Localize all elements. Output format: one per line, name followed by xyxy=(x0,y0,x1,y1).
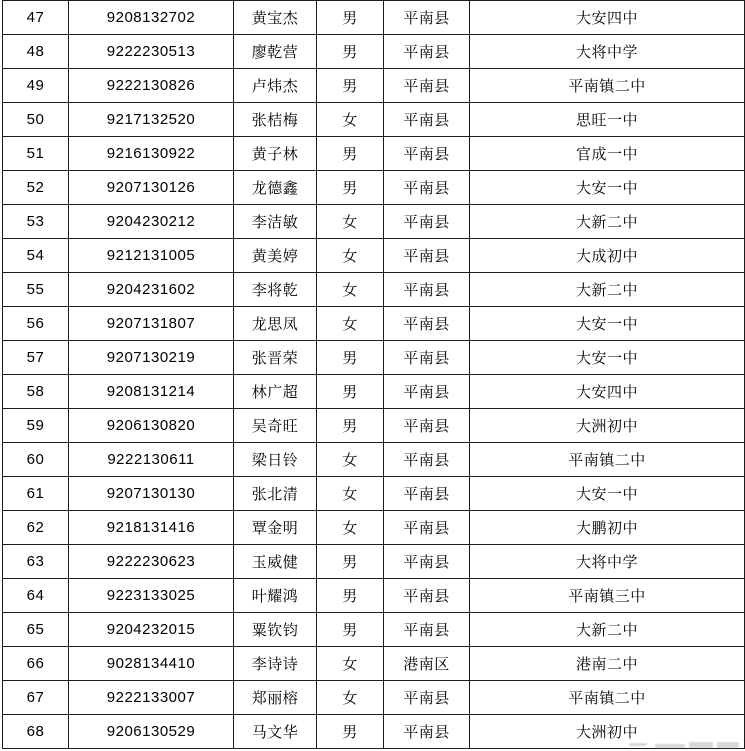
cell-row-number: 56 xyxy=(3,307,69,341)
cell-student-name: 卢炜杰 xyxy=(234,69,317,103)
cell-gender: 男 xyxy=(317,715,384,749)
cell-gender: 男 xyxy=(317,375,384,409)
cell-exam-number: 9222230513 xyxy=(69,35,234,69)
cell-exam-number: 9223133025 xyxy=(69,579,234,613)
cell-school: 平南镇二中 xyxy=(470,681,745,715)
cell-exam-number: 9216130922 xyxy=(69,137,234,171)
cell-exam-number: 9222230623 xyxy=(69,545,234,579)
table-row xyxy=(3,477,745,511)
cell-gender: 女 xyxy=(317,511,384,545)
cell-school: 大将中学 xyxy=(470,35,745,69)
table-row xyxy=(3,409,745,443)
cell-county: 平南县 xyxy=(384,103,470,137)
cell-county: 平南县 xyxy=(384,137,470,171)
student-roster-table-wrap xyxy=(2,0,744,749)
cell-school: 大洲初中 xyxy=(470,715,745,749)
cell-gender: 女 xyxy=(317,647,384,681)
cell-county: 平南县 xyxy=(384,511,470,545)
cell-county: 平南县 xyxy=(384,341,470,375)
cell-student-name: 李诗诗 xyxy=(234,647,317,681)
cell-student-name: 黄宝杰 xyxy=(234,1,317,35)
cell-student-name: 张晋荣 xyxy=(234,341,317,375)
cell-school: 平南镇三中 xyxy=(470,579,745,613)
cell-county: 平南县 xyxy=(384,171,470,205)
cell-row-number: 50 xyxy=(3,103,69,137)
table-row xyxy=(3,341,745,375)
cell-exam-number: 9204230212 xyxy=(69,205,234,239)
cell-row-number: 48 xyxy=(3,35,69,69)
cell-gender: 男 xyxy=(317,69,384,103)
cell-gender: 女 xyxy=(317,477,384,511)
table-row xyxy=(3,375,745,409)
cell-student-name: 李洁敏 xyxy=(234,205,317,239)
cell-school: 大将中学 xyxy=(470,545,745,579)
cell-county: 港南区 xyxy=(384,647,470,681)
cell-county: 平南县 xyxy=(384,205,470,239)
cell-row-number: 61 xyxy=(3,477,69,511)
cell-exam-number: 9206130529 xyxy=(69,715,234,749)
cell-row-number: 47 xyxy=(3,1,69,35)
cell-county: 平南县 xyxy=(384,239,470,273)
student-roster-table xyxy=(2,0,745,749)
cell-exam-number: 9208131214 xyxy=(69,375,234,409)
cell-student-name: 李将乾 xyxy=(234,273,317,307)
cell-row-number: 58 xyxy=(3,375,69,409)
cell-gender: 女 xyxy=(317,443,384,477)
cell-school: 大安一中 xyxy=(470,477,745,511)
table-row xyxy=(3,103,745,137)
cell-student-name: 龙思凤 xyxy=(234,307,317,341)
cell-school: 大鹏初中 xyxy=(470,511,745,545)
table-row xyxy=(3,1,745,35)
table-row xyxy=(3,137,745,171)
cell-row-number: 64 xyxy=(3,579,69,613)
cell-school: 平南镇二中 xyxy=(470,443,745,477)
cell-county: 平南县 xyxy=(384,715,470,749)
cell-gender: 女 xyxy=(317,103,384,137)
table-row xyxy=(3,579,745,613)
cell-school: 大安四中 xyxy=(470,375,745,409)
table-row xyxy=(3,239,745,273)
cell-gender: 女 xyxy=(317,681,384,715)
cell-student-name: 黄美婷 xyxy=(234,239,317,273)
table-row xyxy=(3,613,745,647)
cell-student-name: 马文华 xyxy=(234,715,317,749)
cell-student-name: 粟钦钧 xyxy=(234,613,317,647)
cell-exam-number: 9218131416 xyxy=(69,511,234,545)
cell-gender: 男 xyxy=(317,1,384,35)
cell-row-number: 63 xyxy=(3,545,69,579)
cell-student-name: 龙德鑫 xyxy=(234,171,317,205)
cell-row-number: 68 xyxy=(3,715,69,749)
cell-student-name: 吴奇旺 xyxy=(234,409,317,443)
cell-exam-number: 9206130820 xyxy=(69,409,234,443)
cell-row-number: 49 xyxy=(3,69,69,103)
cell-school: 港南二中 xyxy=(470,647,745,681)
table-row xyxy=(3,307,745,341)
cell-row-number: 65 xyxy=(3,613,69,647)
table-row xyxy=(3,273,745,307)
table-row xyxy=(3,205,745,239)
cell-school: 官成一中 xyxy=(470,137,745,171)
cell-exam-number: 9217132520 xyxy=(69,103,234,137)
cell-school: 大安四中 xyxy=(470,1,745,35)
cell-county: 平南县 xyxy=(384,545,470,579)
cell-gender: 男 xyxy=(317,137,384,171)
cell-gender: 男 xyxy=(317,409,384,443)
cell-row-number: 57 xyxy=(3,341,69,375)
cell-student-name: 林广超 xyxy=(234,375,317,409)
table-row xyxy=(3,35,745,69)
cell-exam-number: 9222130826 xyxy=(69,69,234,103)
table-row xyxy=(3,681,745,715)
cell-exam-number: 9207130126 xyxy=(69,171,234,205)
cell-school: 平南镇二中 xyxy=(470,69,745,103)
cell-gender: 女 xyxy=(317,205,384,239)
cell-gender: 男 xyxy=(317,545,384,579)
cell-student-name: 郑丽榕 xyxy=(234,681,317,715)
cell-row-number: 60 xyxy=(3,443,69,477)
cell-county: 平南县 xyxy=(384,409,470,443)
table-row xyxy=(3,511,745,545)
cell-county: 平南县 xyxy=(384,681,470,715)
cell-exam-number: 9222133007 xyxy=(69,681,234,715)
cell-gender: 男 xyxy=(317,613,384,647)
cell-row-number: 51 xyxy=(3,137,69,171)
cell-gender: 女 xyxy=(317,239,384,273)
cell-exam-number: 9207131807 xyxy=(69,307,234,341)
cell-county: 平南县 xyxy=(384,35,470,69)
cell-row-number: 52 xyxy=(3,171,69,205)
cell-county: 平南县 xyxy=(384,375,470,409)
cell-school: 思旺一中 xyxy=(470,103,745,137)
cell-exam-number: 9028134410 xyxy=(69,647,234,681)
cell-row-number: 54 xyxy=(3,239,69,273)
cell-exam-number: 9204231602 xyxy=(69,273,234,307)
cell-student-name: 廖乾营 xyxy=(234,35,317,69)
cell-student-name: 覃金明 xyxy=(234,511,317,545)
table-row xyxy=(3,171,745,205)
cell-gender: 男 xyxy=(317,171,384,205)
table-row xyxy=(3,715,745,749)
cell-county: 平南县 xyxy=(384,1,470,35)
cell-student-name: 玉威健 xyxy=(234,545,317,579)
cell-student-name: 叶耀鸿 xyxy=(234,579,317,613)
cell-county: 平南县 xyxy=(384,477,470,511)
cell-school: 大新二中 xyxy=(470,273,745,307)
cell-county: 平南县 xyxy=(384,69,470,103)
cell-gender: 女 xyxy=(317,307,384,341)
cell-exam-number: 9204232015 xyxy=(69,613,234,647)
cell-row-number: 62 xyxy=(3,511,69,545)
cell-county: 平南县 xyxy=(384,307,470,341)
cell-row-number: 55 xyxy=(3,273,69,307)
cell-student-name: 张桔梅 xyxy=(234,103,317,137)
cell-county: 平南县 xyxy=(384,443,470,477)
table-row xyxy=(3,443,745,477)
cell-school: 大安一中 xyxy=(470,307,745,341)
cell-gender: 女 xyxy=(317,273,384,307)
cell-gender: 男 xyxy=(317,579,384,613)
cell-row-number: 67 xyxy=(3,681,69,715)
table-row xyxy=(3,545,745,579)
cell-school: 大洲初中 xyxy=(470,409,745,443)
cell-student-name: 张北清 xyxy=(234,477,317,511)
cell-school: 大新二中 xyxy=(470,613,745,647)
cell-gender: 男 xyxy=(317,35,384,69)
cell-school: 大安一中 xyxy=(470,171,745,205)
cell-exam-number: 9207130219 xyxy=(69,341,234,375)
cell-school: 大新二中 xyxy=(470,205,745,239)
cell-row-number: 53 xyxy=(3,205,69,239)
cell-exam-number: 9212131005 xyxy=(69,239,234,273)
cell-school: 大成初中 xyxy=(470,239,745,273)
cell-county: 平南县 xyxy=(384,613,470,647)
table-row xyxy=(3,647,745,681)
table-row xyxy=(3,69,745,103)
cell-county: 平南县 xyxy=(384,273,470,307)
cell-row-number: 66 xyxy=(3,647,69,681)
cell-student-name: 梁日铃 xyxy=(234,443,317,477)
cell-student-name: 黄子林 xyxy=(234,137,317,171)
cell-exam-number: 9208132702 xyxy=(69,1,234,35)
cell-gender: 男 xyxy=(317,341,384,375)
cell-row-number: 59 xyxy=(3,409,69,443)
cell-exam-number: 9207130130 xyxy=(69,477,234,511)
cell-exam-number: 9222130611 xyxy=(69,443,234,477)
cell-school: 大安一中 xyxy=(470,341,745,375)
cell-county: 平南县 xyxy=(384,579,470,613)
